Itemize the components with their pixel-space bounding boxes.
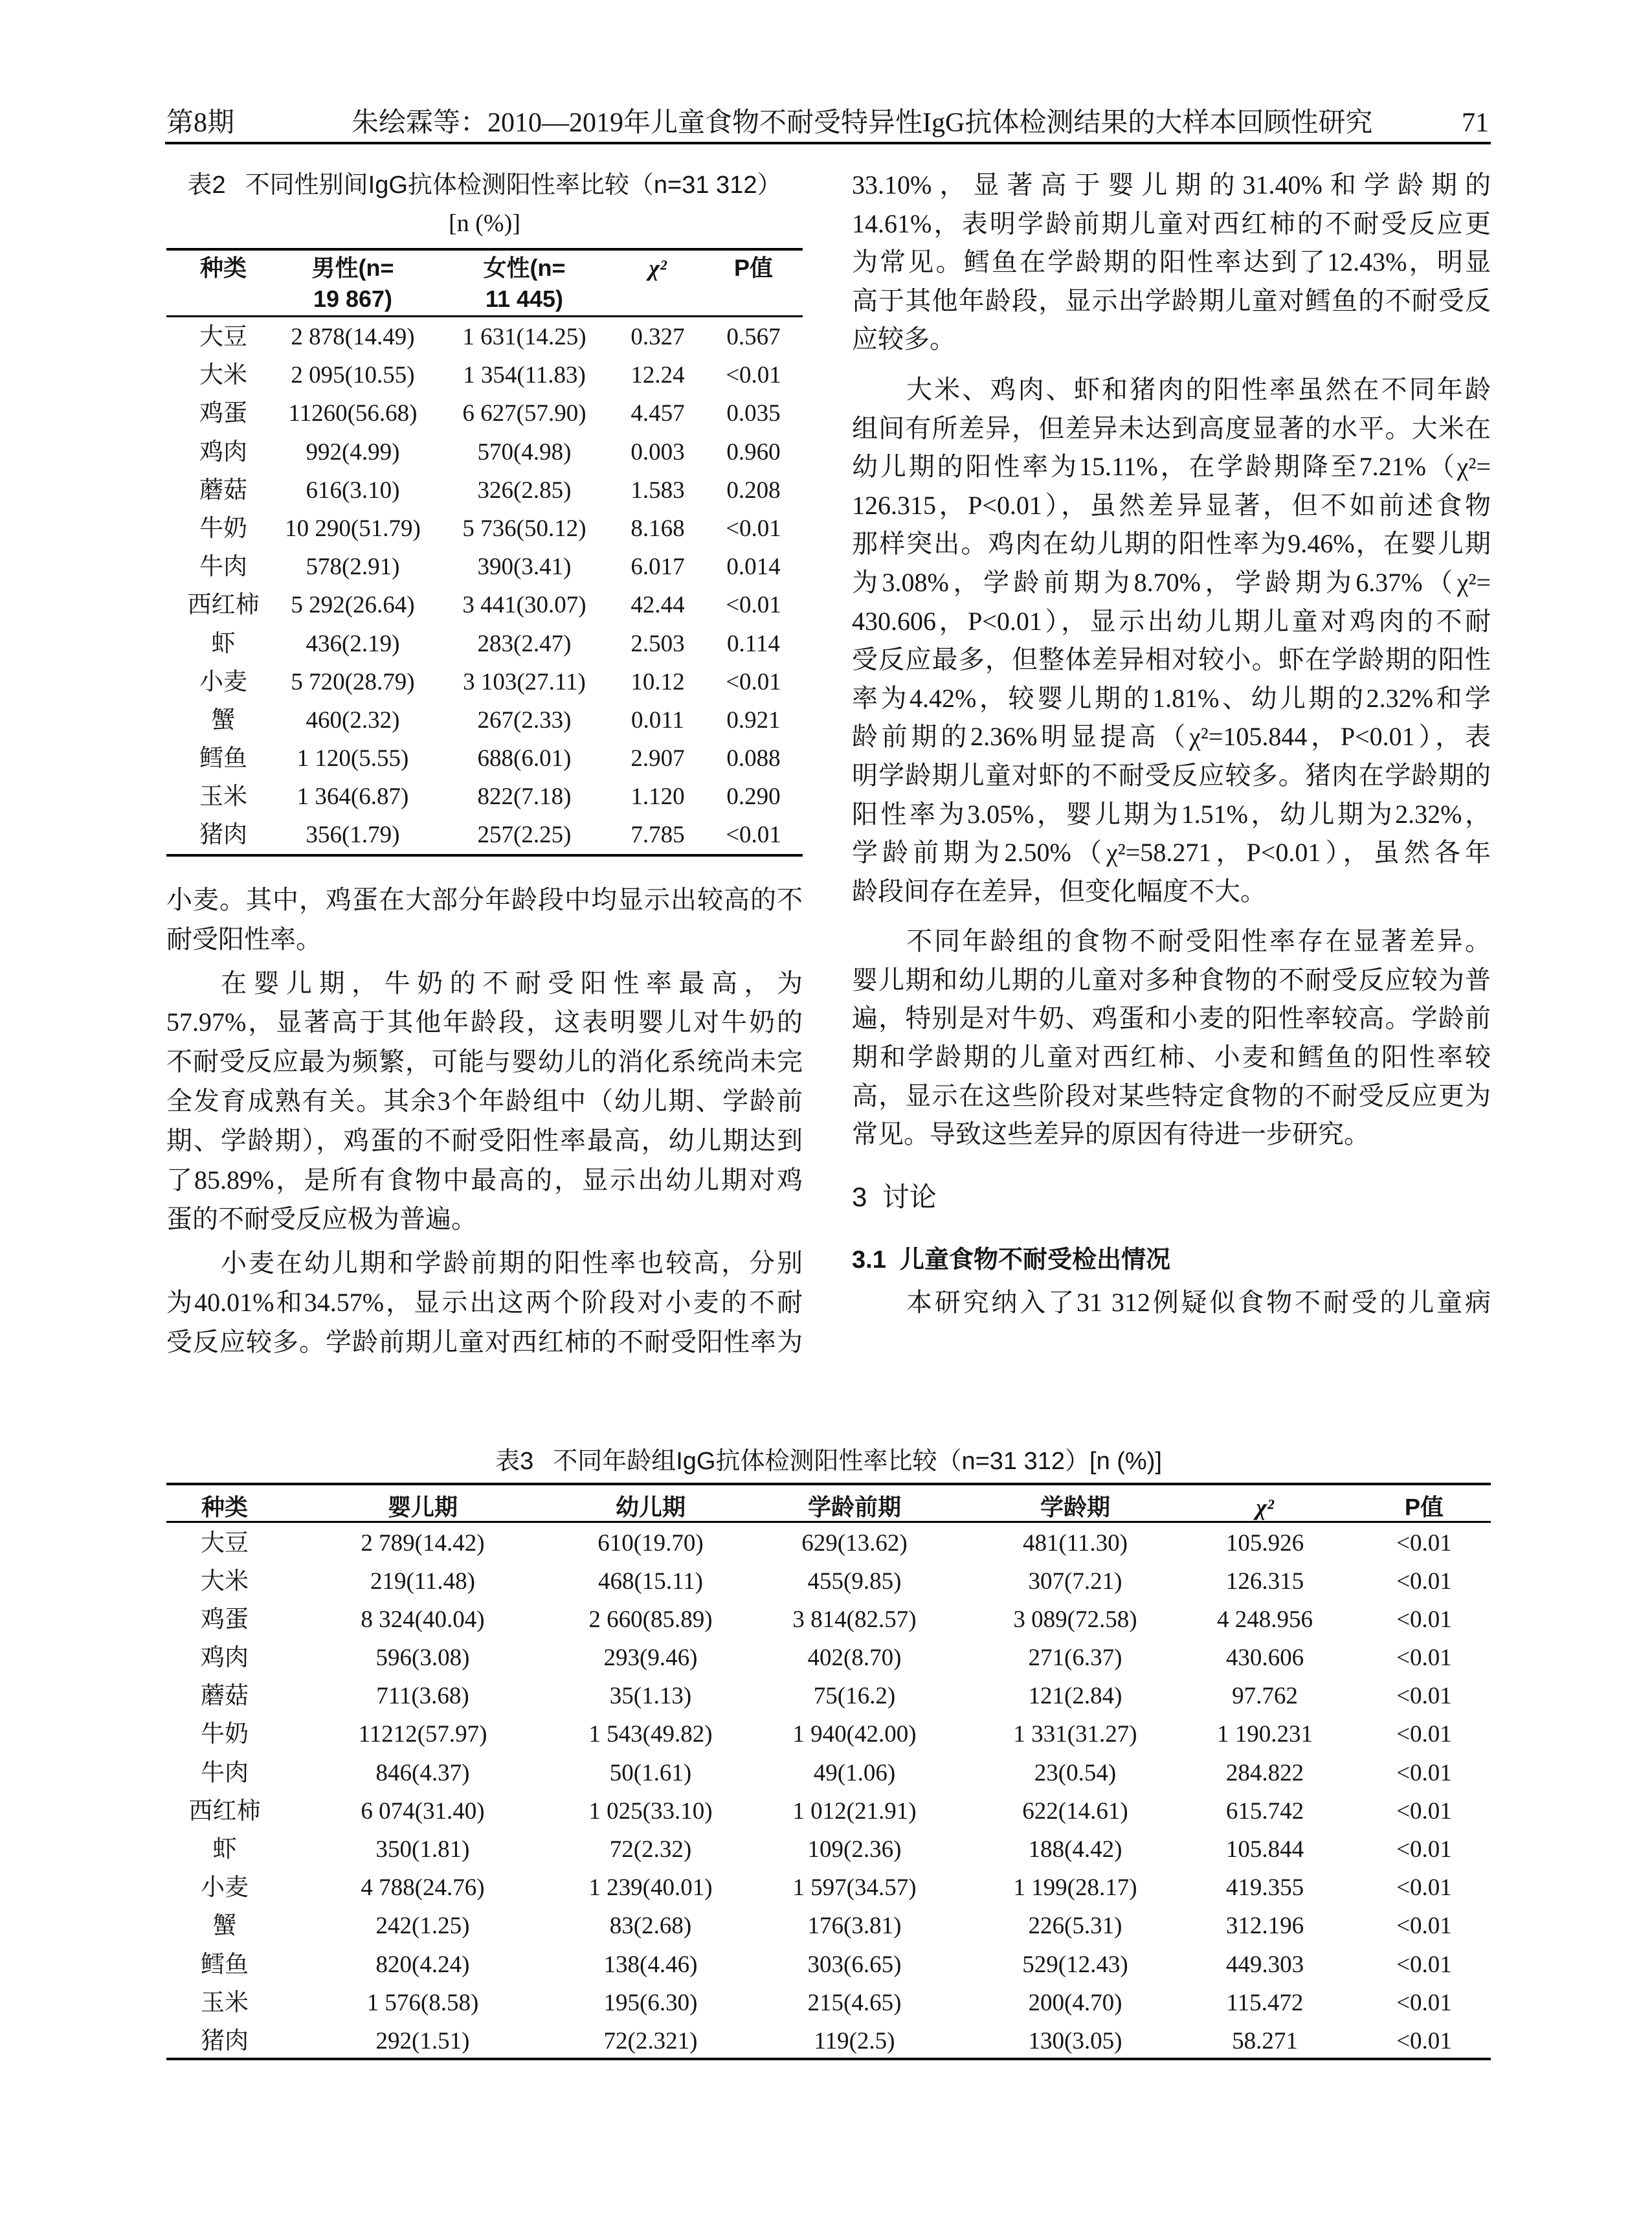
paragraph <box>166 1244 803 1362</box>
table-cell: <0.01 <box>1396 1797 1452 1825</box>
table-cell: 992(4.99) <box>306 438 400 466</box>
table-cell: 4 788(24.76) <box>361 1874 485 1902</box>
table-cell: 578(2.91) <box>306 554 400 581</box>
table-cell: <0.01 <box>726 592 781 619</box>
text-line: 全发育成熟有关。其余3个年龄组中（幼儿期、学龄前 <box>166 1086 803 1116</box>
table-cell: 430.606 <box>1225 1645 1304 1672</box>
table-cell: 109(2.36) <box>807 1836 902 1863</box>
table-cell: 75(16.2) <box>813 1683 896 1710</box>
table-cell: 283(2.47) <box>477 630 572 657</box>
text-line: 那样突出。鸡肉在幼儿期的阳性率为9.46%，在婴儿期 <box>852 529 1491 559</box>
table-row <box>166 739 803 778</box>
table-cell: 176(3.81) <box>807 1913 902 1940</box>
food-name-cell: 鸡蛋 <box>199 400 247 427</box>
table-cell: 284.822 <box>1225 1759 1304 1786</box>
table3-header-p-value: P值 <box>1404 1494 1444 1520</box>
text-line: 龄段间存在差异，但变化幅度不大。 <box>852 876 1266 906</box>
table-cell: 35(1.13) <box>609 1683 692 1710</box>
table-cell: 3 103(27.11) <box>463 668 586 695</box>
food-name-cell: 玉米 <box>199 783 247 811</box>
table-row <box>166 548 803 586</box>
table2-top-rule <box>166 248 803 251</box>
table-cell: 257(2.25) <box>477 822 572 849</box>
text-line: 为40.01%和34.57%，显示出这两个阶段对小麦的不耐 <box>166 1287 803 1317</box>
table-cell: 468(15.11) <box>597 1568 704 1595</box>
table-cell: 303(6.65) <box>807 1951 902 1978</box>
food-name-cell: 牛奶 <box>199 515 247 542</box>
text-line: 高，显示在这些阶段对某些特定食物的不耐受反应更为 <box>852 1081 1491 1110</box>
table-cell: 72(2.32) <box>609 1836 692 1863</box>
table-cell: <0.01 <box>1396 1989 1452 2016</box>
table-cell: 215(4.65) <box>807 1989 902 2016</box>
table-row <box>166 816 803 854</box>
header-text: 11 445) <box>485 286 564 312</box>
table-cell: 242(1.25) <box>375 1913 470 1940</box>
table-cell: 0.327 <box>631 324 685 350</box>
table-cell: 8 324(40.04) <box>361 1606 485 1633</box>
table3-top-rule <box>166 1483 1491 1485</box>
table-cell: 1 576(8.58) <box>366 1989 479 2016</box>
table-cell: 610(19.70) <box>597 1529 704 1557</box>
table-row <box>166 1907 1491 1945</box>
text-line: 126.315，P<0.01），虽然差异显著，但不如前述食物 <box>852 490 1491 520</box>
table-cell: 1 543(49.82) <box>588 1721 713 1748</box>
text-line: 430.606，P<0.01），显示出幼儿期儿童对鸡肉的不耐 <box>852 606 1491 636</box>
text-line: 期、学龄期），鸡蛋的不耐受阳性率最高，幼儿期达到 <box>166 1125 803 1155</box>
table2-unit: [n (%)] <box>449 210 520 237</box>
table-row <box>166 1754 1491 1792</box>
table-cell: 481(11.30) <box>1022 1529 1128 1557</box>
food-name-cell: 西红柿 <box>187 592 260 619</box>
table-cell: 615.742 <box>1225 1797 1304 1825</box>
table-cell: 1 331(31.27) <box>1013 1721 1137 1748</box>
table-cell: 1 354(11.83) <box>463 362 586 389</box>
table-row <box>166 1830 1491 1869</box>
header-rule <box>165 142 1491 144</box>
table-cell: 12.24 <box>631 362 685 389</box>
table-cell: 1 199(28.17) <box>1013 1874 1137 1902</box>
text-line: 14.61%，表明学龄前期儿童对西红柿的不耐受反应更 <box>852 208 1491 238</box>
section-heading: 3 讨论 <box>852 1181 937 1212</box>
table2-header-p-value <box>734 253 773 284</box>
food-name-cell: 虾 <box>212 1836 237 1863</box>
table-cell: 219(11.48) <box>370 1568 476 1595</box>
table-cell: 1.583 <box>631 477 685 504</box>
table-cell: 130(3.05) <box>1028 2027 1122 2054</box>
text-line: 为3.08%，学龄前期为8.70%，学龄期为6.37%（χ²= <box>852 567 1491 597</box>
food-name-cell: 大米 <box>201 1568 249 1595</box>
table-cell: 570(4.98) <box>477 438 572 466</box>
table-cell: 105.926 <box>1225 1529 1304 1557</box>
table-cell: 1 190.231 <box>1217 1721 1313 1748</box>
table2-bottom-rule <box>166 854 803 857</box>
table-row <box>166 1984 1491 2022</box>
table-cell: 2 878(14.49) <box>291 324 415 350</box>
table-cell: 5 736(50.12) <box>462 515 586 542</box>
food-name-cell: 大米 <box>199 362 247 389</box>
table-cell: <0.01 <box>1396 2027 1452 2054</box>
text-line: 常见。导致这些差异的原因有待进一步研究。 <box>852 1119 1370 1149</box>
table-cell: 0.035 <box>726 400 781 427</box>
table-row <box>166 318 803 356</box>
food-name-cell: 小麦 <box>201 1874 249 1902</box>
table-cell: 419.355 <box>1225 1874 1304 1902</box>
table3-title: 不同年龄组IgG抗体检测阳性率比较（n=31 312）[n (%)] <box>553 1448 1162 1475</box>
table-cell: 8.168 <box>631 515 685 542</box>
table-cell: 2.907 <box>631 745 685 772</box>
subsection-heading: 3.1 儿童食物不耐受检出情况 <box>852 1246 1170 1274</box>
table-cell: 11260(56.68) <box>288 400 418 427</box>
table3-header-chi-square: χ² <box>1256 1494 1274 1520</box>
table3-body <box>166 1524 1491 2061</box>
header-text: 男性(n= <box>311 254 394 281</box>
table-cell: 0.208 <box>726 477 781 504</box>
table-cell: 6.017 <box>631 554 685 581</box>
text-line: 龄前期的2.36%明显提高（χ²=105.844，P<0.01），表 <box>852 722 1491 752</box>
issue-number: 第8期 <box>166 108 235 138</box>
table-cell: <0.01 <box>726 822 781 849</box>
text-line: 蛋的不耐受反应极为普遍。 <box>166 1204 477 1234</box>
table-cell: 529(12.43) <box>1022 1951 1128 1978</box>
table-cell: 0.114 <box>727 630 780 657</box>
table-cell: 1 025(33.10) <box>588 1797 713 1825</box>
table-cell: <0.01 <box>1396 1759 1452 1786</box>
table-row <box>166 1639 1491 1677</box>
text-line: 组间有所差异，但差异未达到高度显著的水平。大米在 <box>852 413 1491 443</box>
text-line: 遍，特别是对牛奶、鸡蛋和小麦的阳性率较高。学龄前 <box>852 1004 1491 1033</box>
table-cell: 449.303 <box>1225 1951 1304 1978</box>
table2-caption <box>166 169 803 201</box>
table-cell: 0.921 <box>726 706 781 734</box>
food-name-cell: 小麦 <box>199 668 247 695</box>
table2-body <box>166 318 803 855</box>
table-row <box>166 510 803 548</box>
table-row <box>166 1715 1491 1753</box>
table-cell: 6 074(31.40) <box>361 1797 485 1825</box>
table-cell: 1 940(42.00) <box>792 1721 917 1748</box>
table-cell: 1 364(6.87) <box>296 783 409 811</box>
text-line: 婴儿期和幼儿期的儿童对多种食物的不耐受反应较为普 <box>852 965 1491 995</box>
table-cell: 271(6.37) <box>1028 1645 1122 1672</box>
table3-caption <box>166 1445 1491 1478</box>
table3-header-category: 种类 <box>201 1494 249 1520</box>
table-cell: 4.457 <box>631 400 685 427</box>
table-cell: 2 095(10.55) <box>291 362 415 389</box>
table-row <box>166 1562 1491 1601</box>
table-cell: <0.01 <box>1396 1721 1452 1748</box>
table3-header-rule <box>166 1521 1491 1523</box>
food-name-cell: 蟹 <box>211 706 236 734</box>
table2-label: 表2 <box>187 172 226 199</box>
text-line: 小麦。其中，鸡蛋在大部分年龄段中均显示出较高的不 <box>166 885 803 914</box>
table-cell: 58.271 <box>1232 2027 1298 2054</box>
table-row <box>166 778 803 816</box>
table-cell: <0.01 <box>1396 1606 1452 1633</box>
table-cell: 72(2.321) <box>603 2027 698 2054</box>
table-row <box>166 701 803 739</box>
table-cell: 350(1.81) <box>375 1836 470 1863</box>
table-cell: 3 441(30.07) <box>462 592 586 619</box>
text-line: 明学龄期儿童对虾的不耐受反应较多。猪肉在学龄期的 <box>852 760 1491 790</box>
table3-header-row <box>166 1492 1491 1523</box>
table-cell: 616(3.10) <box>306 477 400 504</box>
table-cell: 7.785 <box>631 822 685 849</box>
table-cell: 42.44 <box>631 592 685 619</box>
table-cell: 10 290(51.79) <box>285 515 421 542</box>
table-cell: 0.960 <box>726 438 781 466</box>
table-cell: <0.01 <box>1396 1836 1452 1863</box>
table-cell: 0.003 <box>631 438 685 466</box>
table-cell: <0.01 <box>1396 1568 1452 1595</box>
text-line: 不耐受反应最为频繁，可能与婴幼儿的消化系统尚未完 <box>166 1047 803 1077</box>
food-name-cell: 蟹 <box>212 1913 237 1940</box>
table-cell: 115.472 <box>1226 1989 1304 2016</box>
table-cell: <0.01 <box>1396 1645 1452 1672</box>
table-cell: 822(7.18) <box>477 783 572 811</box>
table-row <box>166 1946 1491 1984</box>
table2-header-row <box>166 253 803 315</box>
paragraph <box>166 964 803 1240</box>
table2-title: 不同性别间IgG抗体检测阳性率比较（n=31 312） <box>245 172 782 199</box>
table-cell: 2 789(14.42) <box>361 1529 485 1557</box>
table-cell: 3 814(82.57) <box>792 1606 917 1633</box>
table-cell: 267(2.33) <box>477 706 572 734</box>
table-cell: 312.196 <box>1225 1913 1304 1940</box>
text-line: 了85.89%，是所有食物中最高的，显示出幼儿期对鸡 <box>166 1165 803 1195</box>
table-cell: 1 120(5.55) <box>296 745 409 772</box>
table-cell: 390(3.41) <box>477 554 572 581</box>
table2-header-chi-square <box>649 253 667 284</box>
table-cell: 711(3.68) <box>376 1683 469 1710</box>
paragraph <box>852 370 1491 910</box>
table-cell: 1.120 <box>631 783 685 811</box>
paragraph <box>852 166 1491 359</box>
table-cell: 0.088 <box>726 745 781 772</box>
table-cell: 629(13.62) <box>801 1529 908 1557</box>
table-cell: 119(2.5) <box>814 2027 895 2054</box>
food-name-cell: 牛肉 <box>199 554 247 581</box>
table-cell: 50(1.61) <box>609 1759 692 1786</box>
text-line: 阳性率为3.05%，婴儿期为1.51%，幼儿期为2.32%， <box>852 799 1491 829</box>
food-name-cell: 鸡蛋 <box>201 1606 249 1633</box>
table-cell: 5 292(26.64) <box>291 592 415 619</box>
food-name-cell: 大豆 <box>201 1529 249 1557</box>
text-line: 大米、鸡肉、虾和猪肉的阳性率虽然在不同年龄 <box>906 374 1491 404</box>
table-cell: <0.01 <box>1396 1683 1452 1710</box>
food-name-cell: 蘑菇 <box>199 477 247 504</box>
table-cell: 846(4.37) <box>375 1759 470 1786</box>
table-cell: 6 627(57.90) <box>462 400 586 427</box>
table-cell: <0.01 <box>726 668 781 695</box>
table-cell: 97.762 <box>1232 1683 1298 1710</box>
table-cell: 105.844 <box>1225 1836 1304 1863</box>
table-cell: 121(2.84) <box>1028 1683 1122 1710</box>
table-cell: 455(9.85) <box>807 1568 902 1595</box>
table-cell: 356(1.79) <box>306 822 400 849</box>
table-cell: 2.503 <box>631 630 685 657</box>
table-cell: 10.12 <box>631 668 685 695</box>
running-title: 朱绘霖等：2010—2019年儿童食物不耐受特异性IgG抗体检测结果的大样本回顾性研究 <box>352 108 1373 138</box>
text-line: 受反应较多。学龄前期儿童对西红柿的不耐受阳性率为 <box>166 1327 803 1356</box>
table-cell: 688(6.01) <box>477 745 572 772</box>
table-cell: 1 631(14.25) <box>462 324 586 350</box>
header-text: P值 <box>733 254 774 281</box>
text-line: 本研究纳入了31 312例疑似食物不耐受的儿童病 <box>906 1287 1491 1317</box>
text-line: 为常见。鳕鱼在学龄期的阳性率达到了12.43%，明显 <box>852 247 1491 277</box>
table-cell: 49(1.06) <box>813 1759 896 1786</box>
table3-header-preschool: 学龄前期 <box>807 1494 902 1520</box>
table-cell: 23(0.54) <box>1034 1759 1117 1786</box>
table-cell: 83(2.68) <box>609 1913 692 1940</box>
text-line: 受反应最多，但整体差异相对较小。虾在学龄期的阳性 <box>852 645 1491 675</box>
table-cell: 460(2.32) <box>306 706 400 734</box>
table3-bottom-rule <box>166 2058 1491 2060</box>
table2-header-female <box>483 253 565 315</box>
food-name-cell: 虾 <box>211 630 236 657</box>
paragraph <box>852 1283 1491 1322</box>
table-cell: 126.315 <box>1225 1568 1304 1595</box>
table-cell: 1 239(40.01) <box>588 1874 713 1902</box>
paragraph <box>166 881 803 960</box>
table-row <box>166 586 803 624</box>
text-line: 耐受阳性率。 <box>166 924 322 954</box>
food-name-cell: 牛肉 <box>201 1759 249 1786</box>
table-cell: 596(3.08) <box>375 1645 470 1672</box>
food-name-cell: 玉米 <box>201 1989 249 2016</box>
table-row <box>166 433 803 471</box>
table2-header-rule <box>166 315 803 317</box>
table-cell: <0.01 <box>726 362 781 389</box>
food-name-cell: 蘑菇 <box>201 1683 249 1710</box>
header-text: 19 867) <box>313 286 393 312</box>
table-cell: 2 660(85.89) <box>588 1606 713 1633</box>
table-row <box>166 471 803 510</box>
text-line: 学龄前期为2.50%（χ²=58.271，P<0.01），虽然各年 <box>852 838 1491 868</box>
table-cell: 326(2.85) <box>477 477 572 504</box>
table-row <box>166 1524 1491 1562</box>
table-cell: 292(1.51) <box>375 2027 470 2054</box>
table-cell: <0.01 <box>726 515 781 542</box>
text-line: 不同年龄组的食物不耐受阳性率存在显著差异。 <box>906 927 1491 956</box>
table3-label: 表3 <box>495 1448 534 1475</box>
table-cell: <0.01 <box>1396 1529 1452 1557</box>
table-cell: 195(6.30) <box>603 1989 698 2016</box>
text-line: 幼儿期的阳性率为15.11%，在学龄期降至7.21%（χ²= <box>852 452 1491 482</box>
left-column-text <box>166 881 803 1362</box>
food-name-cell: 猪肉 <box>199 822 247 849</box>
table-cell: 11212(57.97) <box>358 1721 487 1748</box>
table-row <box>166 1869 1491 1907</box>
food-name-cell: 猪肉 <box>201 2027 249 2054</box>
table-row <box>166 394 803 433</box>
text-line: 在婴儿期，牛奶的不耐受阳性率最高，为 <box>221 968 803 998</box>
food-name-cell: 牛奶 <box>201 1721 249 1748</box>
text-line: 应较多。 <box>852 324 955 354</box>
paragraph <box>852 922 1491 1154</box>
table-cell: <0.01 <box>1396 1951 1452 1978</box>
text-line: 率为4.42%，较婴儿期的1.81%、幼儿期的2.32%和学 <box>852 683 1491 713</box>
table-row <box>166 2022 1491 2060</box>
table3-header-toddler: 幼儿期 <box>615 1494 686 1520</box>
table-cell: 5 720(28.79) <box>291 668 415 695</box>
text-line: 期和学龄期的儿童对西红柿、小麦和鳕鱼的阳性率较 <box>852 1042 1491 1072</box>
table-cell: 138(4.46) <box>603 1951 698 1978</box>
table3-header-school-age: 学龄期 <box>1040 1494 1111 1520</box>
table-cell: 1 597(34.57) <box>792 1874 917 1902</box>
table-cell: 226(5.31) <box>1028 1913 1122 1940</box>
table-row <box>166 1601 1491 1639</box>
table-cell: <0.01 <box>1396 1874 1452 1902</box>
table-row <box>166 1677 1491 1715</box>
table-cell: 3 089(72.58) <box>1013 1606 1137 1633</box>
food-name-cell: 大豆 <box>199 324 247 350</box>
table2-header-male <box>311 253 394 315</box>
table-cell: 402(8.70) <box>807 1645 902 1672</box>
header-text: χ² <box>649 255 667 281</box>
table-cell: 622(14.61) <box>1022 1797 1128 1825</box>
text-line: 高于其他年龄段，显示出学龄期儿童对鳕鱼的不耐受反 <box>852 286 1491 315</box>
food-name-cell: 鸡肉 <box>199 438 247 466</box>
table-cell: 0.567 <box>726 324 781 350</box>
text-line: 小麦在幼儿期和学龄前期的阳性率也较高，分别 <box>221 1248 803 1278</box>
table-cell: 1 012(21.91) <box>792 1797 917 1825</box>
header-text: 女性(n= <box>483 254 566 281</box>
food-name-cell: 鳕鱼 <box>201 1951 249 1978</box>
table2-header-category <box>200 253 247 284</box>
food-name-cell: 西红柿 <box>188 1797 261 1825</box>
table-cell: 4 248.956 <box>1217 1606 1313 1633</box>
header-text: 种类 <box>199 254 247 281</box>
table-row <box>166 663 803 701</box>
table-cell: 0.014 <box>726 554 781 581</box>
table-cell: 188(4.42) <box>1028 1836 1122 1863</box>
table-cell: 307(7.21) <box>1028 1568 1122 1595</box>
text-line: 33.10%，显著高于婴儿期的31.40%和学龄期的 <box>852 170 1491 199</box>
table-cell: 293(9.46) <box>603 1645 698 1672</box>
table-row <box>166 356 803 394</box>
table-cell: 200(4.70) <box>1028 1989 1122 2016</box>
table-cell: 0.290 <box>726 783 781 811</box>
right-column-text <box>852 166 1491 1321</box>
table-cell: 820(4.24) <box>375 1951 470 1978</box>
table-row <box>166 625 803 663</box>
page-number: 71 <box>1462 108 1489 138</box>
table-cell: <0.01 <box>1396 1913 1452 1940</box>
table3-header-infant: 婴儿期 <box>387 1494 458 1520</box>
table-row <box>166 1792 1491 1830</box>
table-cell: 0.011 <box>631 706 684 734</box>
table-cell: 436(2.19) <box>306 630 400 657</box>
text-line: 57.97%，显著高于其他年龄段，这表明婴儿对牛奶的 <box>166 1007 803 1037</box>
food-name-cell: 鸡肉 <box>201 1645 249 1672</box>
food-name-cell: 鳕鱼 <box>199 745 247 772</box>
